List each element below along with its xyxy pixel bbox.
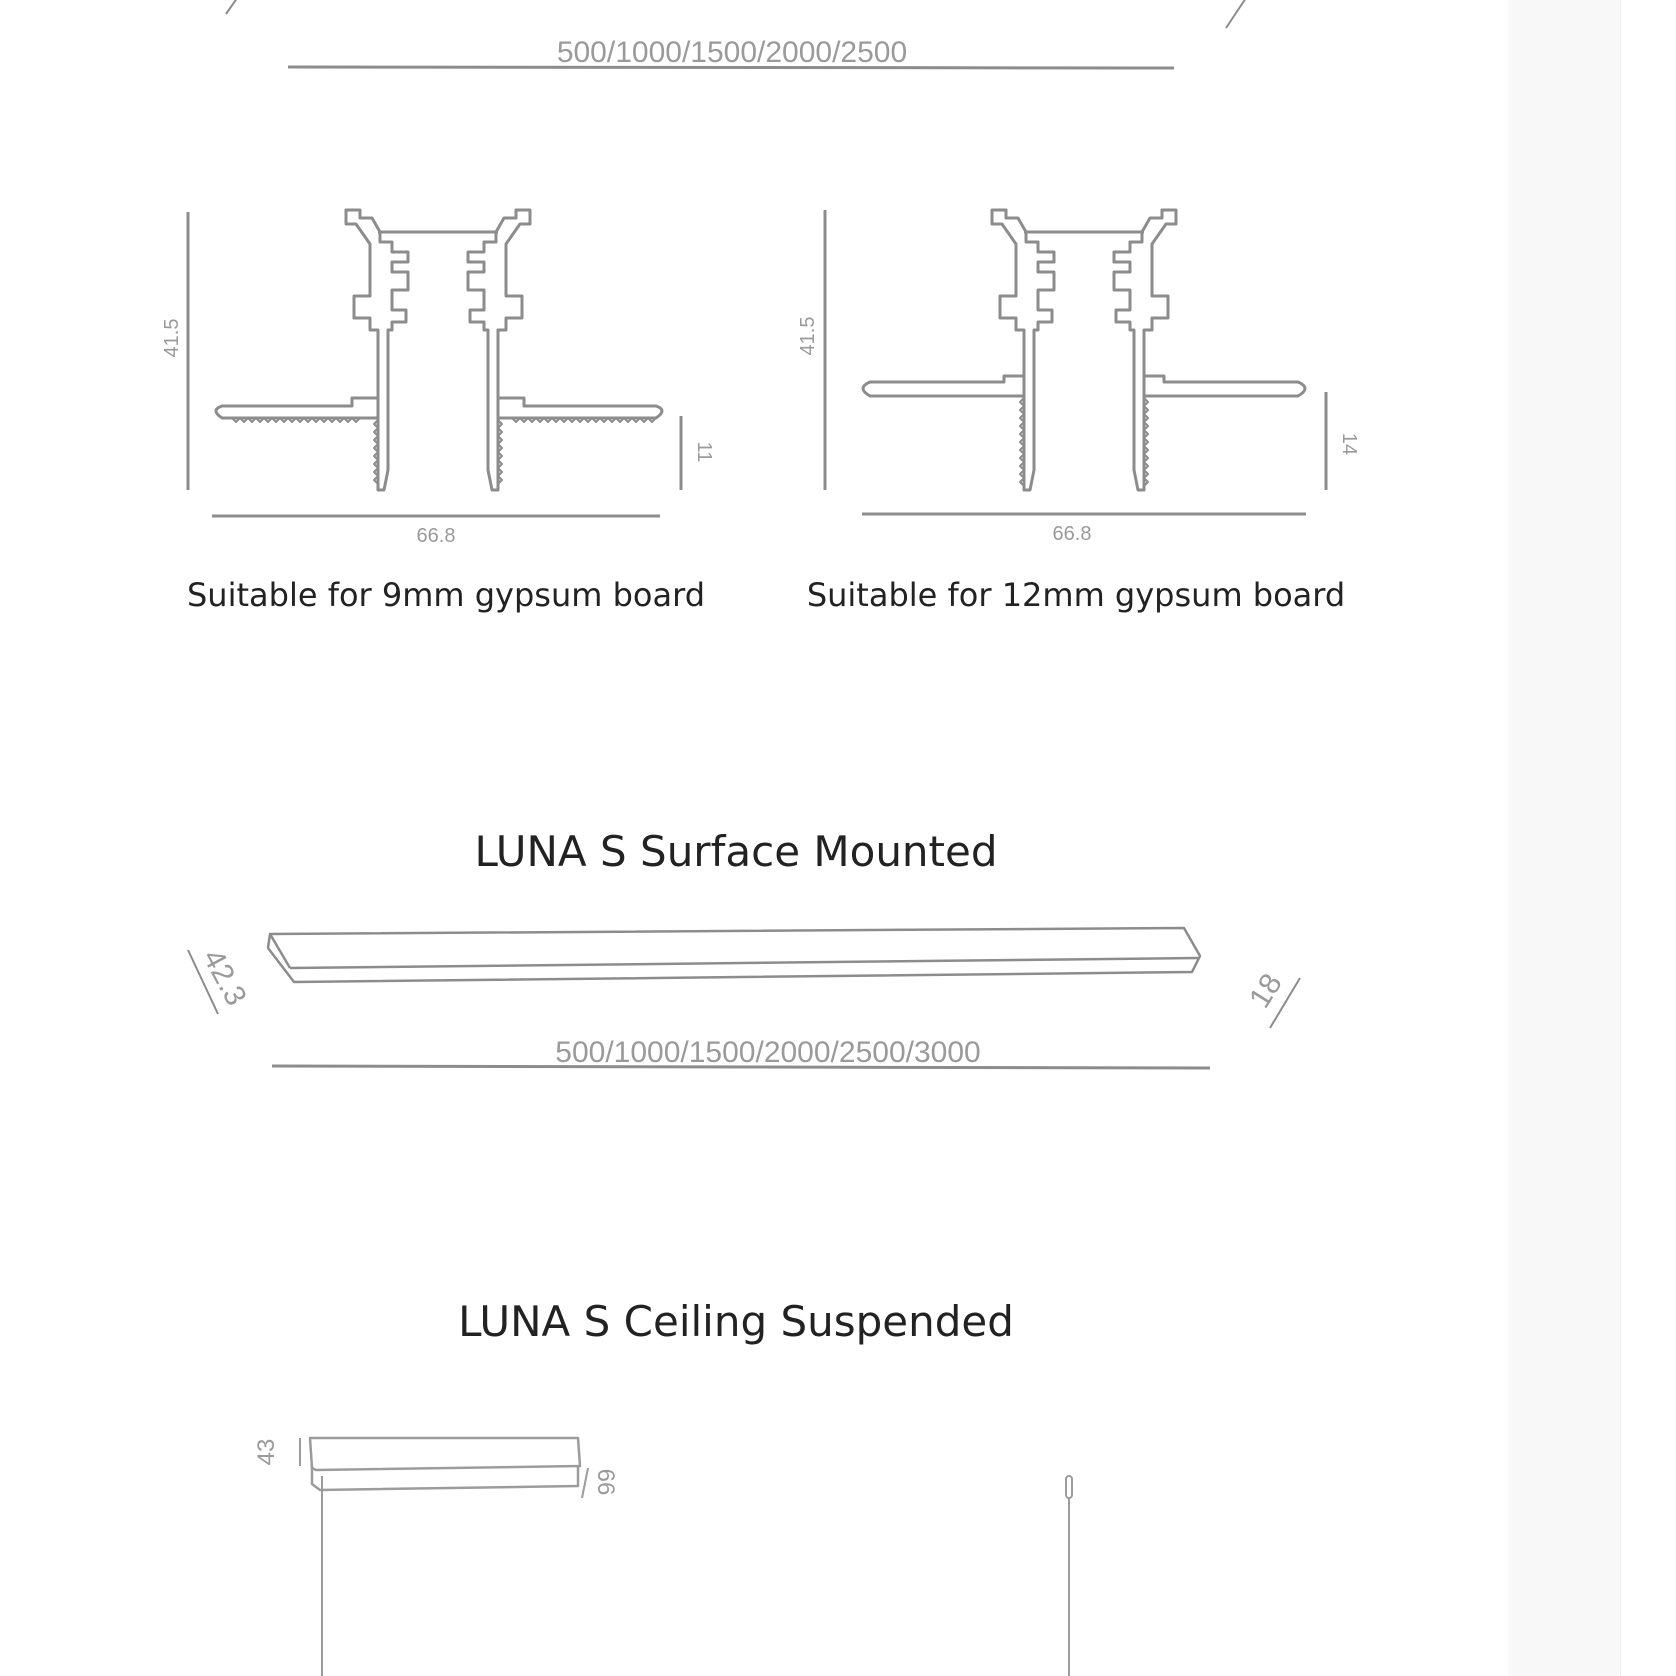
- ceiling-suspended-title: LUNA S Ceiling Suspended: [458, 1297, 1014, 1346]
- profile-9mm-left-wall: [346, 210, 408, 490]
- profile-12mm-caption: Suitable for 12mm gypsum board: [806, 576, 1346, 614]
- profile-12mm-right-flange: [1144, 376, 1305, 396]
- profile-9mm-right-wall: [468, 210, 530, 490]
- surface-mounted-left-dimension: 42.3: [196, 944, 253, 1012]
- profile-9mm-right-flange: [498, 398, 662, 418]
- top-length-options: 500/1000/1500/2000/2500: [556, 36, 908, 69]
- profile-9mm-height-label: 41.5: [161, 318, 183, 358]
- top-right-dimension-tick: [1226, 0, 1246, 28]
- ceiling-suspended-canopy-connector: [1066, 1476, 1072, 1498]
- surface-mounted-right-dimension: 18: [1243, 968, 1289, 1014]
- top-left-dimension-tick: [226, 0, 240, 14]
- profile-9mm-left-flange: [216, 398, 378, 418]
- profile-9mm-right-leg-serration: [498, 420, 502, 484]
- profile-12mm-drawing: [825, 210, 1326, 514]
- surface-mounted-title: LUNA S Surface Mounted: [474, 827, 998, 876]
- profile-9mm-drawing: [188, 210, 681, 516]
- surface-mounted-bar-front-edge: [290, 958, 1198, 968]
- ceiling-suspended-fixture-outline: [310, 1438, 580, 1470]
- ceiling-suspended-side-tick: [582, 1468, 588, 1498]
- profile-12mm-height-label: 41.5: [797, 316, 819, 356]
- surface-mounted-bar-outline: [268, 928, 1200, 982]
- profile-9mm-width-label: 66.8: [416, 525, 456, 547]
- ceiling-suspended-side-dimension: 66: [592, 1468, 619, 1496]
- profile-12mm-left-flange: [863, 376, 1024, 396]
- profile-9mm-depth-label: 11: [693, 441, 715, 463]
- profile-9mm-left-leg-serration: [374, 420, 378, 484]
- surface-mounted-length-options: 500/1000/1500/2000/2500/3000: [555, 1036, 981, 1069]
- profile-9mm-caption: Suitable for 9mm gypsum board: [186, 576, 706, 614]
- ceiling-suspended-drawing: [300, 1438, 1072, 1676]
- profile-12mm-width-label: 66.8: [1052, 523, 1092, 545]
- profile-12mm-depth-label: 14: [1338, 432, 1360, 456]
- ceiling-suspended-height-dimension: 43: [253, 1438, 280, 1466]
